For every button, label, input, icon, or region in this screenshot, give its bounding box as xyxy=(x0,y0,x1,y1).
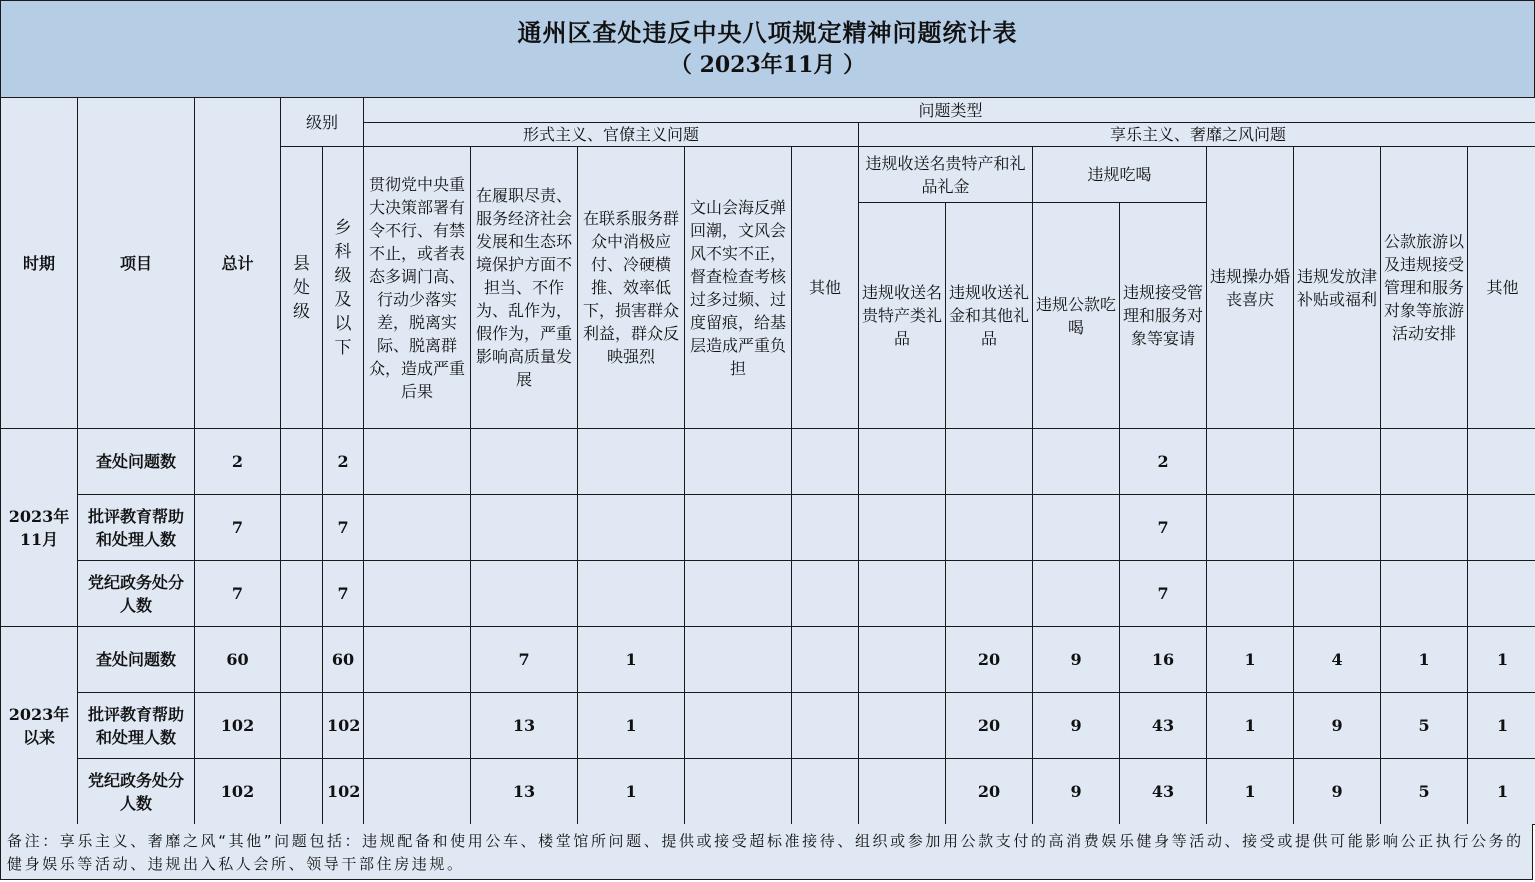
formalism-col-1: 贯彻党中央重大决策部署有令不行、有禁不止，或者表态多调门高、行动少落实差，脱离实际、脱离群众，造成严重后果 xyxy=(364,147,471,429)
value-cell: 7 xyxy=(323,561,364,627)
value-cell xyxy=(1207,561,1294,627)
value-cell: 20 xyxy=(946,693,1033,759)
formalism-header: 形式主义、官僚主义问题 xyxy=(364,123,859,147)
page-title: 通州区查处违反中央八项规定精神问题统计表 xyxy=(517,18,1018,47)
value-cell xyxy=(792,495,859,561)
hedonism-col-allowances: 违规发放津补贴或福利 xyxy=(1294,147,1381,429)
level-header: 级别 xyxy=(281,98,364,147)
value-cell xyxy=(859,759,946,825)
item-cell: 查处问题数 xyxy=(78,429,195,495)
period-cell: 2023年以来 xyxy=(1,627,78,825)
period-header: 时期 xyxy=(1,98,78,429)
value-cell: 7 xyxy=(1120,561,1207,627)
value-cell xyxy=(281,627,323,693)
item-cell: 党纪政务处分人数 xyxy=(78,759,195,825)
value-cell: 2 xyxy=(195,429,281,495)
formalism-col-3: 在联系服务群众中消极应付、冷硬横推、效率低下，损害群众利益，群众反映强烈 xyxy=(578,147,685,429)
value-cell xyxy=(1294,429,1381,495)
value-cell: 13 xyxy=(471,693,578,759)
value-cell xyxy=(792,561,859,627)
township-level-label: 乡科级及以下 xyxy=(334,217,352,358)
table-row xyxy=(1,495,1535,561)
value-cell xyxy=(1294,495,1381,561)
value-cell xyxy=(685,693,792,759)
value-cell xyxy=(859,429,946,495)
value-cell: 7 xyxy=(323,495,364,561)
value-cell: 9 xyxy=(1294,759,1381,825)
item-cell: 批评教育帮助和处理人数 xyxy=(78,495,195,561)
period-cell: 2023年11月 xyxy=(1,429,78,627)
value-cell: 9 xyxy=(1294,693,1381,759)
value-cell: 7 xyxy=(195,495,281,561)
value-cell: 1 xyxy=(578,759,685,825)
value-cell: 7 xyxy=(195,561,281,627)
value-cell xyxy=(471,561,578,627)
formalism-col-other: 其他 xyxy=(792,147,859,429)
value-cell: 1 xyxy=(1207,693,1294,759)
value-cell xyxy=(685,627,792,693)
value-cell: 2 xyxy=(1120,429,1207,495)
hedonism-header: 享乐主义、奢靡之风问题 xyxy=(859,123,1535,147)
value-cell xyxy=(1381,429,1468,495)
value-cell xyxy=(685,429,792,495)
county-level-label: 县处级 xyxy=(293,253,310,322)
value-cell: 43 xyxy=(1120,759,1207,825)
value-cell xyxy=(859,495,946,561)
table-row xyxy=(1,693,1535,759)
value-cell: 5 xyxy=(1381,759,1468,825)
hedonism-col-gift-specialty: 违规收送名贵特产类礼品 xyxy=(859,203,946,429)
value-cell: 43 xyxy=(1120,693,1207,759)
value-cell: 102 xyxy=(195,693,281,759)
formalism-col-2: 在履职尽责、服务经济社会发展和生态环境保护方面不担当、不作为、乱作为，假作为，严重影响高质量发展 xyxy=(471,147,578,429)
value-cell: 16 xyxy=(1120,627,1207,693)
value-cell xyxy=(685,759,792,825)
problem-type-header: 问题类型 xyxy=(364,98,1535,123)
value-cell xyxy=(1381,561,1468,627)
township-level-header xyxy=(323,147,364,429)
page-subtitle: （ 2023年11月 ） xyxy=(669,52,866,78)
value-cell xyxy=(471,429,578,495)
value-cell xyxy=(281,759,323,825)
value-cell: 13 xyxy=(471,759,578,825)
hedonism-col-other: 其他 xyxy=(1468,147,1535,429)
value-cell: 20 xyxy=(946,627,1033,693)
value-cell: 102 xyxy=(323,759,364,825)
value-cell: 9 xyxy=(1033,693,1120,759)
value-cell: 1 xyxy=(578,627,685,693)
value-cell: 20 xyxy=(946,759,1033,825)
value-cell: 1 xyxy=(1468,759,1535,825)
value-cell xyxy=(1294,561,1381,627)
value-cell xyxy=(946,429,1033,495)
value-cell: 7 xyxy=(1120,495,1207,561)
value-cell: 7 xyxy=(471,627,578,693)
value-cell xyxy=(364,561,471,627)
value-cell xyxy=(792,759,859,825)
value-cell xyxy=(578,429,685,495)
county-level-header xyxy=(281,147,323,429)
total-header: 总计 xyxy=(195,98,281,429)
value-cell: 5 xyxy=(1381,693,1468,759)
value-cell: 102 xyxy=(323,693,364,759)
value-cell xyxy=(578,561,685,627)
value-cell xyxy=(1468,561,1535,627)
value-cell xyxy=(364,429,471,495)
value-cell xyxy=(792,627,859,693)
value-cell xyxy=(792,693,859,759)
value-cell xyxy=(946,495,1033,561)
value-cell xyxy=(685,561,792,627)
value-cell xyxy=(1381,495,1468,561)
item-cell: 批评教育帮助和处理人数 xyxy=(78,693,195,759)
item-header: 项目 xyxy=(78,98,195,429)
value-cell xyxy=(364,627,471,693)
value-cell: 1 xyxy=(1207,627,1294,693)
formalism-col-4: 文山会海反弹回潮，文风会风不实不正，督查检查考核过多过频、过度留痕，给基层造成严重负担 xyxy=(685,147,792,429)
value-cell xyxy=(1033,429,1120,495)
statistics-table xyxy=(0,97,1535,825)
value-cell xyxy=(281,561,323,627)
value-cell xyxy=(859,627,946,693)
gift-group-header: 违规收送名贵特产和礼品礼金 xyxy=(859,147,1033,203)
table-row xyxy=(1,429,1535,495)
title-block xyxy=(0,0,1535,98)
value-cell: 102 xyxy=(195,759,281,825)
value-cell xyxy=(859,693,946,759)
value-cell xyxy=(471,495,578,561)
hedonism-col-gift-cash: 违规收送礼金和其他礼品 xyxy=(946,203,1033,429)
item-cell: 查处问题数 xyxy=(78,627,195,693)
value-cell xyxy=(364,693,471,759)
value-cell xyxy=(1468,495,1535,561)
item-cell: 党纪政务处分人数 xyxy=(78,561,195,627)
value-cell xyxy=(364,495,471,561)
value-cell xyxy=(281,495,323,561)
value-cell: 1 xyxy=(1468,693,1535,759)
table-row xyxy=(1,759,1535,825)
hedonism-col-tourism: 公款旅游以及违规接受管理和服务对象等旅游活动安排 xyxy=(1381,147,1468,429)
value-cell xyxy=(685,495,792,561)
value-cell: 2 xyxy=(323,429,364,495)
footnote: 备注：享乐主义、奢靡之风“其他”问题包括：违规配备和使用公车、楼堂馆所问题、提供或接受超标准接待、组织或参加用公款支付的高消费娱乐健身等活动、接受或提供可能影响公正执行公务的健身娱乐等活动、违规出入私人会所、领导干部住房违规。 xyxy=(0,824,1533,880)
value-cell xyxy=(364,759,471,825)
eating-group-header: 违规吃喝 xyxy=(1033,147,1207,203)
value-cell xyxy=(1033,495,1120,561)
value-cell xyxy=(859,561,946,627)
value-cell: 1 xyxy=(1468,627,1535,693)
value-cell: 4 xyxy=(1294,627,1381,693)
value-cell xyxy=(792,429,859,495)
value-cell: 1 xyxy=(578,693,685,759)
value-cell: 1 xyxy=(1207,759,1294,825)
hedonism-col-banquet: 违规接受管理和服务对象等宴请 xyxy=(1120,203,1207,429)
value-cell xyxy=(1207,429,1294,495)
value-cell: 9 xyxy=(1033,759,1120,825)
value-cell: 9 xyxy=(1033,627,1120,693)
hedonism-col-public-dining: 违规公款吃喝 xyxy=(1033,203,1120,429)
value-cell xyxy=(1468,429,1535,495)
value-cell: 60 xyxy=(195,627,281,693)
hedonism-col-weddings: 违规操办婚丧喜庆 xyxy=(1207,147,1294,429)
value-cell xyxy=(1207,495,1294,561)
table-row xyxy=(1,627,1535,693)
value-cell xyxy=(1033,561,1120,627)
value-cell xyxy=(281,693,323,759)
value-cell xyxy=(946,561,1033,627)
value-cell xyxy=(578,495,685,561)
value-cell: 1 xyxy=(1381,627,1468,693)
value-cell: 60 xyxy=(323,627,364,693)
table-row xyxy=(1,561,1535,627)
value-cell xyxy=(281,429,323,495)
